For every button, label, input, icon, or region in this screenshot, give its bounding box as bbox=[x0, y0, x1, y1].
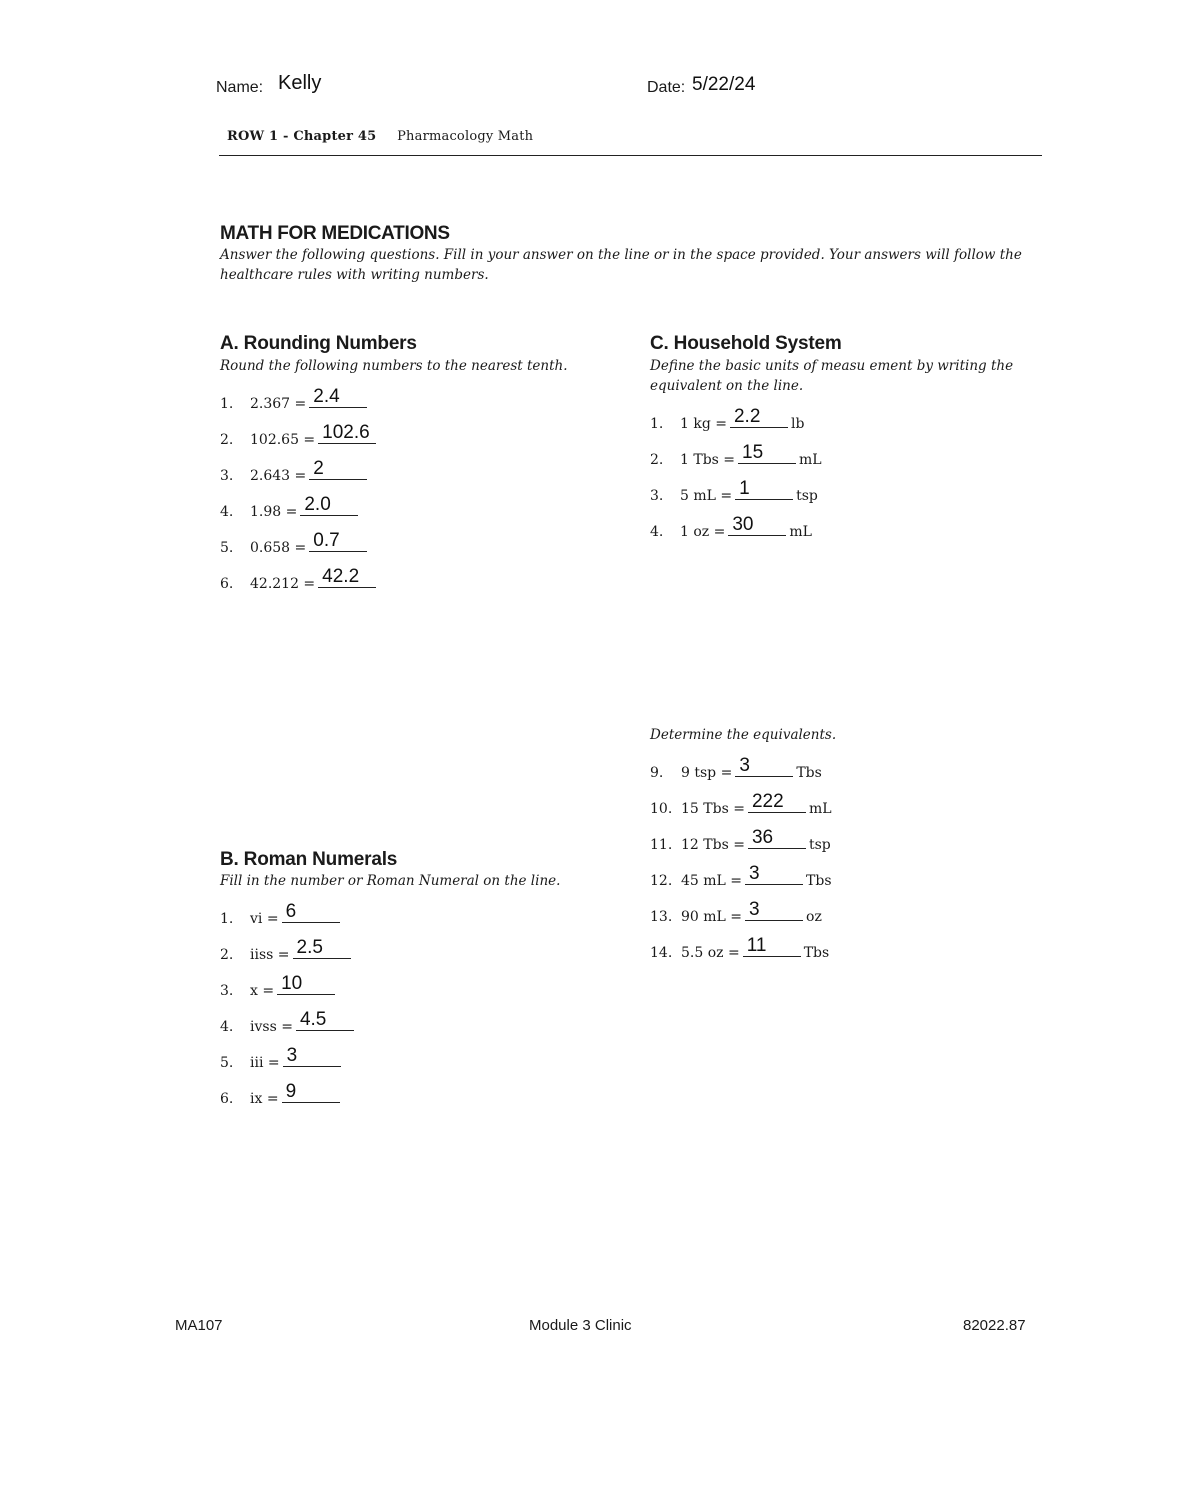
question-prompt: 5.5 oz = bbox=[681, 945, 740, 961]
question-number: 12. bbox=[650, 873, 673, 889]
equivalents-subtitle: Determine the equivalents. bbox=[650, 727, 837, 743]
question-row bbox=[220, 901, 343, 928]
question-prompt: 1 kg = bbox=[680, 416, 727, 432]
answer-line[interactable] bbox=[735, 478, 793, 500]
question-prompt: 2.367 = bbox=[250, 396, 307, 412]
answer-line[interactable] bbox=[743, 935, 801, 957]
question-prompt: 0.658 = bbox=[250, 540, 307, 556]
answer-line[interactable] bbox=[745, 899, 803, 921]
answer-line[interactable] bbox=[738, 442, 796, 464]
question-number: 14. bbox=[650, 945, 673, 961]
question-prompt: 9 tsp = bbox=[681, 765, 733, 781]
answer-value: 3 bbox=[749, 899, 760, 920]
answer-line[interactable] bbox=[735, 755, 793, 777]
question-prompt: x = bbox=[250, 983, 275, 999]
question-prompt: 90 mL = bbox=[681, 909, 743, 925]
question-number: 1. bbox=[220, 911, 234, 927]
answer-value: 3 bbox=[286, 1045, 298, 1066]
question-prompt: ivss = bbox=[250, 1019, 293, 1035]
question-number: 6. bbox=[220, 1091, 234, 1107]
question-number: 4. bbox=[650, 524, 664, 540]
answer-line[interactable] bbox=[748, 791, 806, 813]
answer-value: 15 bbox=[742, 442, 764, 463]
answer-value: 222 bbox=[751, 791, 784, 812]
question-number: 4. bbox=[220, 1019, 234, 1035]
subject: Pharmacology Math bbox=[397, 129, 534, 144]
question-number: 2. bbox=[220, 432, 234, 448]
question-prompt: ix = bbox=[250, 1091, 279, 1107]
question-row bbox=[220, 422, 379, 449]
answer-line[interactable] bbox=[730, 406, 788, 428]
document-title: MATH FOR MEDICATIONS bbox=[220, 223, 450, 244]
answer-value: 3 bbox=[749, 863, 760, 884]
answer-value: 11 bbox=[746, 935, 767, 956]
answer-unit: tsp bbox=[796, 488, 818, 504]
question-number: 5. bbox=[220, 1055, 234, 1071]
answer-line[interactable] bbox=[309, 458, 367, 480]
answer-line[interactable] bbox=[748, 827, 806, 849]
answer-line[interactable] bbox=[300, 494, 358, 516]
question-row bbox=[220, 973, 338, 1000]
question-prompt: iii = bbox=[250, 1055, 280, 1071]
answer-line[interactable] bbox=[745, 863, 803, 885]
answer-unit: lb bbox=[790, 416, 805, 432]
question-row bbox=[220, 386, 370, 413]
question-number: 3. bbox=[220, 983, 234, 999]
question-prompt: 1.98 = bbox=[250, 504, 298, 520]
section-c-title: C. Household System bbox=[650, 333, 842, 354]
question-row bbox=[650, 406, 805, 433]
question-number: 13. bbox=[650, 909, 673, 925]
header-rule bbox=[219, 155, 1042, 156]
answer-value: 102.6 bbox=[322, 422, 370, 443]
answer-value: 2.0 bbox=[304, 494, 331, 515]
question-row bbox=[650, 827, 831, 854]
answer-value: 9 bbox=[285, 1081, 297, 1102]
chapter-header bbox=[227, 129, 533, 144]
answer-unit: tsp bbox=[808, 837, 831, 853]
question-row bbox=[650, 935, 830, 962]
answer-value: 2.4 bbox=[313, 386, 340, 407]
section-a-subtitle: Round the following numbers to the nearest tenth. bbox=[220, 358, 568, 374]
question-number: 4. bbox=[220, 504, 234, 520]
answer-value: 2.2 bbox=[733, 406, 761, 427]
answer-value: 3 bbox=[739, 755, 750, 776]
answer-value: 1 bbox=[739, 478, 750, 499]
section-b-subtitle: Fill in the number or Roman Numeral on the line. bbox=[220, 873, 561, 889]
question-prompt: 45 mL = bbox=[681, 873, 743, 889]
section-b-title: B. Roman Numerals bbox=[220, 849, 398, 870]
question-number: 3. bbox=[650, 488, 664, 504]
instructions: Answer the following questions. Fill in your answer on the line or in the space provided. Your answers will follow the healthcare rules with writing numbers. bbox=[220, 247, 1022, 283]
question-prompt: vi = bbox=[250, 911, 279, 927]
footer-course: MA107 bbox=[175, 1317, 223, 1334]
date-label: Date: bbox=[647, 79, 686, 96]
answer-value: 10 bbox=[281, 973, 303, 994]
question-row bbox=[650, 514, 812, 541]
footer-module: Module 3 Clinic bbox=[529, 1317, 632, 1334]
question-number: 9. bbox=[650, 765, 664, 781]
question-number: 10. bbox=[650, 801, 673, 817]
answer-value: 2.5 bbox=[296, 937, 323, 958]
answer-value: 36 bbox=[751, 827, 774, 848]
row-chapter: ROW 1 - Chapter 45 bbox=[227, 129, 377, 144]
answer-unit: Tbs bbox=[796, 765, 822, 781]
question-prompt: 12 Tbs = bbox=[681, 837, 745, 853]
date-value[interactable]: 5/22/24 bbox=[692, 74, 756, 95]
question-prompt: 42.212 = bbox=[250, 576, 316, 592]
question-row bbox=[220, 1045, 344, 1072]
question-row bbox=[650, 863, 832, 890]
question-number: 1. bbox=[650, 416, 664, 432]
answer-line[interactable] bbox=[277, 973, 335, 995]
answer-line[interactable] bbox=[282, 901, 340, 923]
question-prompt: iiss = bbox=[250, 947, 290, 963]
question-number: 11. bbox=[650, 837, 673, 853]
question-row bbox=[650, 791, 832, 818]
question-number: 2. bbox=[650, 452, 664, 468]
section-a-title: A. Rounding Numbers bbox=[220, 333, 417, 354]
question-number: 2. bbox=[220, 947, 234, 963]
question-row bbox=[220, 937, 354, 964]
answer-line[interactable] bbox=[293, 937, 351, 959]
name-value[interactable]: Kelly bbox=[278, 72, 322, 94]
question-prompt: 2.643 = bbox=[250, 468, 307, 484]
question-prompt: 1 Tbs = bbox=[680, 452, 736, 468]
footer-code: 82022.87 bbox=[963, 1317, 1026, 1334]
question-row bbox=[650, 442, 822, 469]
answer-line[interactable] bbox=[728, 514, 786, 536]
answer-unit: mL bbox=[808, 801, 832, 817]
question-prompt: 102.65 = bbox=[250, 432, 316, 448]
name-label: Name: bbox=[216, 79, 264, 96]
question-prompt: 15 Tbs = bbox=[681, 801, 745, 817]
section-c-subtitle: Define the basic units of measu ement by writing the equivalent on the line. bbox=[650, 358, 1014, 394]
question-row bbox=[220, 458, 370, 485]
answer-line[interactable] bbox=[309, 530, 367, 552]
question-row bbox=[220, 494, 361, 521]
question-number: 3. bbox=[220, 468, 234, 484]
answer-unit: Tbs bbox=[803, 945, 830, 961]
answer-line[interactable] bbox=[318, 422, 376, 444]
answer-value: 2 bbox=[313, 458, 324, 479]
question-row bbox=[220, 1009, 357, 1036]
answer-value: 6 bbox=[285, 901, 297, 922]
answer-unit: Tbs bbox=[806, 873, 832, 889]
question-prompt: 1 oz = bbox=[680, 524, 726, 540]
question-row bbox=[220, 566, 379, 593]
answer-unit: oz bbox=[806, 909, 822, 925]
answer-value: 4.5 bbox=[299, 1009, 327, 1030]
question-row bbox=[220, 1081, 343, 1108]
answer-unit: mL bbox=[789, 524, 812, 540]
answer-line[interactable] bbox=[318, 566, 376, 588]
answer-value: 0.7 bbox=[313, 530, 340, 551]
question-prompt: 5 mL = bbox=[680, 488, 733, 504]
question-row bbox=[650, 899, 822, 926]
answer-line[interactable] bbox=[296, 1009, 354, 1031]
answer-line[interactable] bbox=[283, 1045, 341, 1067]
question-row bbox=[650, 478, 818, 505]
answer-value: 42.2 bbox=[322, 566, 360, 587]
answer-unit: mL bbox=[799, 452, 822, 468]
question-row bbox=[650, 755, 822, 782]
question-number: 6. bbox=[220, 576, 234, 592]
answer-value: 30 bbox=[732, 514, 754, 535]
answer-line[interactable] bbox=[282, 1081, 340, 1103]
question-number: 1. bbox=[220, 396, 234, 412]
answer-line[interactable] bbox=[309, 386, 367, 408]
question-number: 5. bbox=[220, 540, 234, 556]
question-row bbox=[220, 530, 370, 557]
